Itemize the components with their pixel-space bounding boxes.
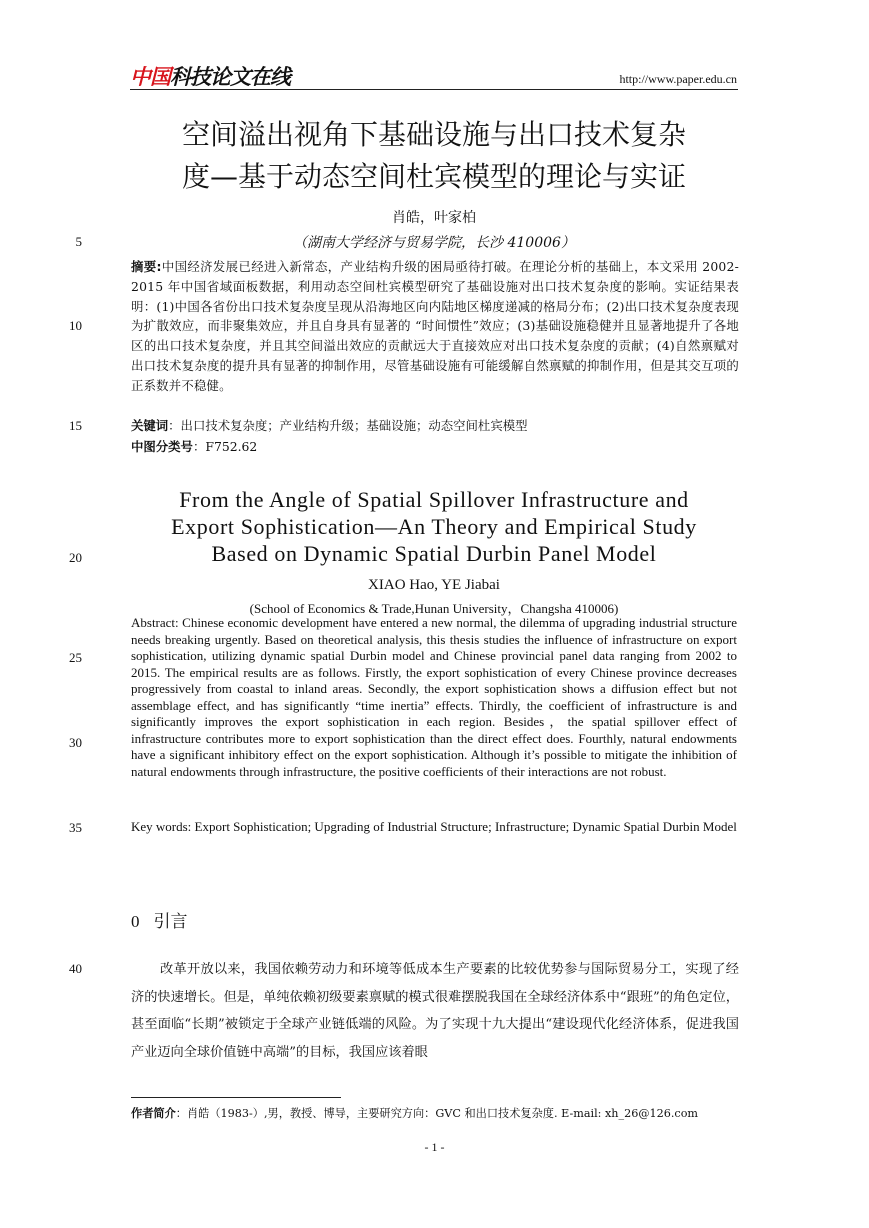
footnote-label: 作者简介 [131, 1107, 176, 1120]
cn-class-label: 中图分类号 [131, 439, 193, 454]
section-heading [131, 907, 188, 932]
cn-keywords-label: 关键词 [131, 418, 169, 433]
intro-paragraph: 改革开放以来，我国依赖劳动力和环境等低成本生产要素的比较优势参与国际贸易分工，实现了经济的快速增长。但是，单纯依赖初级要素禀赋的模式很难摆脱我国在全球经济体系中“跟班”的角色定位，甚至面临“长期”被锁定于全球产业链低端的风险。为了实现十九大提出“建设现代化经济体系，促进我国产业迈向全球价值链中高端”的目标，我国应该着眼 [131, 962, 739, 1060]
page-number: - 1 - [424, 1140, 445, 1154]
cn-title-line-2: 度—基于动态空间杜宾模型的理论与实证 [181, 160, 686, 193]
header-divider [130, 89, 738, 90]
cn-authors: 肖皓，叶家柏 [392, 210, 476, 226]
line-number: 15 [69, 418, 82, 433]
section-title: 引言 [153, 912, 188, 932]
line-number: 40 [69, 961, 82, 976]
line-number: 25 [69, 650, 82, 665]
cn-classification [131, 437, 257, 455]
line-number: 35 [69, 820, 82, 835]
footnote-divider [131, 1097, 341, 1098]
en-abstract: Abstract: Chinese economic development have entered a new normal, the dilemma of upgrading industrial structure needs breaking urgently. Based on theoretical analysis, this thesis studies the influence of infrastructure on export sophistication, utilizing dynamic spatial Durbin model and Chinese provincial panel data ranging from 2002 to 2015. The empirical results are as follows. Firstly, the export sophistication of every Chinese province decreases progressively from coastal to inland areas. Secondly, the export sophistication shows a diffusion effect but not assemblage effect, and has significantly “time inertia” effects. Thirdly, the coefficient of infrastructure is and significantly improves the export sophistication in each region. Besides，the spatial spillover effect of infrastructure contributes more to export sophistication than the direct effect does. Fourthly, natural endowments have a significant inhibitory effect on the export sophistication. Although it’s possible to mitigate the inhibition of natural endowments through infrastructure, the positive coefficients of their interactions are not robust. [131, 615, 737, 779]
line-number: 10 [69, 318, 82, 333]
cn-title [130, 114, 738, 198]
en-title-line-2: Export Sophistication—An Theory and Empirical Study [171, 514, 697, 539]
footnote-text: ：肖皓（1983-）,男，教授、博导，主要研究方向：GVC 和出口技术复杂度. E-mail: xh_26@126.com [175, 1107, 699, 1120]
cn-abstract-text: 中国经济发展已经进入新常态，产业结构升级的困局亟待打破。在理论分析的基础上，本文采用 2002-2015 年中国省域面板数据，利用动态空间杜宾模型研究了基础设施对出口技术复杂度的影响。实证结果表明：(1)中国各省份出口技术复杂度呈现从沿海地区向内陆地区梯度递减的格局分布；(2)出口技术复杂度表现为扩散效应，而非聚集效应，并且自身具有显著的 “时间惯性”效应；(3)基础设施稳健并且显著地提升了各地区的出口技术复杂度，并且其空间溢出效应的贡献远大于直接效应对出口技术复杂度的贡献；(4)自然禀赋对出口技术复杂度的提升具有显著的抑制作用，尽管基础设施有可能缓解自然禀赋的抑制作用，但是其交互项的正系数并不稳健。 [131, 259, 739, 393]
cn-affiliation: （湖南大学经济与贸易学院，长沙 410006） [293, 235, 575, 251]
en-keywords: Key words: Export Sophistication; Upgrading of Industrial Structure; Infrastructure; Dynamic Spatial Durbin Model [131, 819, 737, 834]
cn-abstract-label: 摘要: [131, 259, 162, 274]
cn-keywords-text: ：出口技术复杂度；产业结构升级；基础设施；动态空间杜宾模型 [168, 418, 528, 433]
en-title-line-1: From the Angle of Spatial Spillover Infrastructure and [179, 487, 689, 512]
cn-title-line-1: 空间溢出视角下基础设施与出口技术复杂 [181, 118, 686, 151]
cn-abstract [131, 257, 739, 396]
header-url[interactable]: http://www.paper.edu.cn [619, 72, 737, 86]
line-number: 30 [69, 735, 82, 750]
logo-black-text: 科技论文在线 [170, 65, 290, 89]
cn-class-value: ：F752.62 [192, 439, 258, 454]
section-number: 0 [131, 912, 140, 931]
en-title-line-3: Based on Dynamic Spatial Durbin Panel Model [211, 541, 657, 566]
logo-red-text: 中国 [130, 65, 170, 89]
cn-keywords [131, 416, 528, 434]
en-authors: XIAO Hao, YE Jiabai [368, 577, 500, 593]
line-number: 5 [75, 234, 82, 249]
author-footnote [131, 1105, 751, 1121]
en-affiliation: (School of Economics & Trade,Hunan University，Changsha 410006) [249, 601, 619, 616]
journal-logo [130, 64, 290, 90]
en-title [130, 486, 738, 567]
line-number: 20 [69, 550, 82, 565]
